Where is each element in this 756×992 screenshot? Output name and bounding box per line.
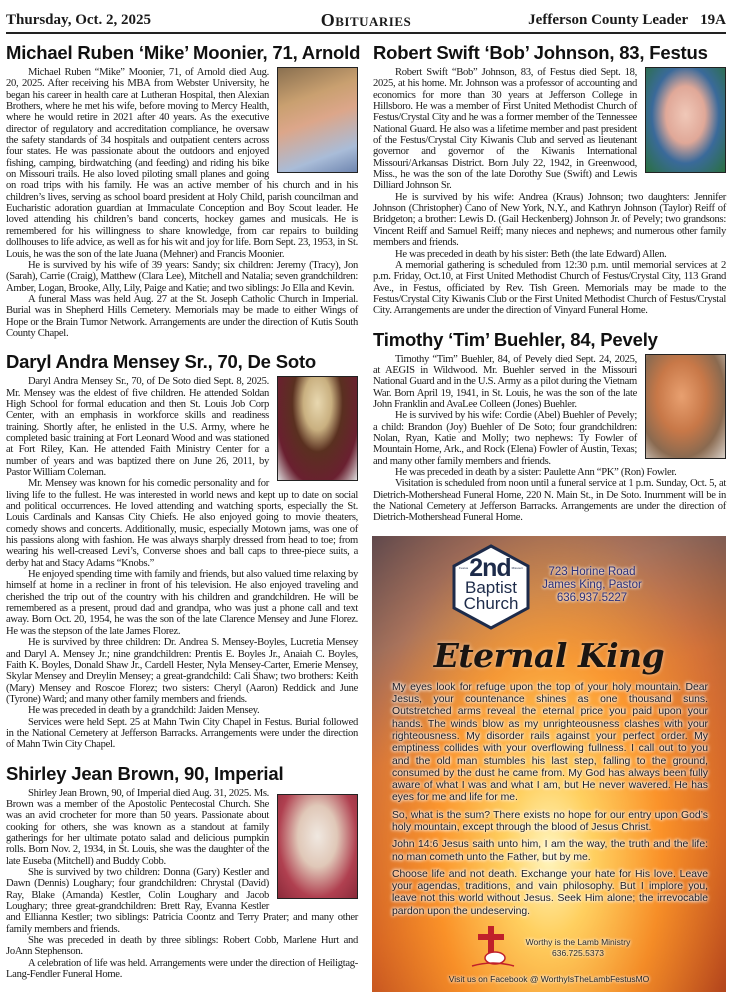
obituary-paragraph: Mr. Mensey was known for his comedic personality and for living life to the fullest. He was interested in world news and kept up to date on social and political occurrences. He loved attending and watching sports, especially the St. Louis Cardinals and Kansas City Chiefs. He also enjoyed going to movie theaters, comedy shows and concerts. Additionally, music, especially Motown jams, was one of his passions along with fashion. He was always sharply dressed from head to toe; from wearing his well-creased Levi’s, Converse shoes and ball caps to three-piece suits, a derby hat and Stacy Adams “Knobs.” xyxy=(6,478,358,569)
church-logo-text xyxy=(452,553,530,613)
section-title: Obituaries xyxy=(320,10,412,30)
obituary-paragraph: He is survived by three children: Dr. Andrea S. Mensey-Boyles, Lucretia Mensey and Daryl A. Mensey Jr.; nine grandchildren: Prentis E. Boyles Jr., Anaiah C. Boyles, Faith K. Boyles, Donald Shaw Jr., Cardell Hester, Nyla Mensey-Carter, Emerie Mensey, Skylar Mensey and Dreylin Mensey; a great-grandchild: Cali Shaw; two brothers: Keith (Mary) Mensey and Roscoe Florez; two sisters: Cheryl (Aaron) Reddick and June (Tyrone) Ward; and many other family members and friends. xyxy=(6,637,358,705)
ministry-phone: 636.725.5373 xyxy=(552,948,604,959)
ministry-text xyxy=(526,937,631,959)
obituary-paragraph: A funeral Mass was held Aug. 27 at the St. Joseph Catholic Church in Imperial. Burial was in Shepherd Hills Cemetery. Memorials may be made to either Wings of Hope or the Brain Tumor Network. Arrangements are under the direction of Kutis South County Chapel. xyxy=(6,293,358,339)
obituary-paragraph: A celebration of life was held. Arrangements were under the direction of Heiligtag-Lang-Fendler Funeral Home. xyxy=(6,957,358,981)
obituary-paragraph: Visitation is scheduled from noon until a funeral service at 1 p.m. Sunday, Oct. 5, at Dietrich-Mothershead Funeral Home, 220 N. Main St., in De Soto. Inurnment will be in the National Cemetery at Jefferson Barracks. Arrangements are under the direction of Dietrich-Mothershead Funeral Home. xyxy=(373,478,726,524)
obituary-paragraph: She was preceded in death by three siblings: Robert Cobb, Marlene Hurt and JoAnn Stephenson. xyxy=(6,935,358,958)
ad-header xyxy=(372,536,726,634)
right-column xyxy=(373,42,726,992)
cross-lamb-icon xyxy=(468,924,518,972)
ad-body xyxy=(392,682,708,918)
portrait-photo xyxy=(645,354,726,459)
issue-date: Thursday, Oct. 2, 2025 xyxy=(6,12,152,28)
logo-festus: Festus xyxy=(459,565,469,570)
obituary-paragraph: He enjoyed spending time with family and friends, but also valued time relaxing by himself at home in a recliner in front of his television. He also enjoyed traveling and cherished the trip out of the country with his children and grandchildren. He will be remembered as a present, proud dad and grandpa, who was just a phone call and text away. Born Oct. 20, 1954, he was the son of the late Clarence Mensey and June Florez. He was the stepson of the late James Florez. xyxy=(6,569,358,637)
page-header xyxy=(6,10,726,34)
obituary-paragraph: He is survived by his wife of 39 years: Sandy; six children: Jeremy (Tracy), Jon (Sarah), Carrie (Craig), Matthew (Clara Lee), Mitchell and Natalia; seven grandchildren: Amber, Logan, Brooke, Ally, Lily, Paige and Katie; and two siblings: Jo Ella and Kevin. xyxy=(6,259,358,294)
church-phone: 636.937.5227 xyxy=(556,591,628,604)
church-pastor: James King, Pastor xyxy=(542,578,642,591)
logo-baptist: Baptist xyxy=(465,577,517,597)
facebook-link: Visit us on Facebook @ WorthyIsTheLambFestusMO xyxy=(448,974,650,985)
obituary-headline: Timothy ‘Tim’ Buehler, 84, Pevely xyxy=(373,328,658,350)
portrait-photo xyxy=(277,67,358,173)
obituary-moonier xyxy=(6,42,361,339)
ad-paragraph: Choose life and not death. Exchange your hate for His love. Leave your agendas, traditions, and vain philosophy. But I implore you, leave not this world without Jesus. Seek Him alone; the irrevocable pardon upon the undeserving. xyxy=(392,868,708,917)
obituary-paragraph: Daryl Andra Mensey Sr., 70, of De Soto died Sept. 8, 2025. Mr. Mensey was the eldest of five children. He attended Soldan High School for formal education and then St. Louis Job Corp Center, with an emphasis in workforce skills and readiness training. Shortly after, he enlisted in the U.S. Army, where he completed basic training at Fort Leonard Wood and was stationed at Fort Riley, Kan. He attended Faith Ministry Center for a number of years and was baptized there on June 26, 2011, by Pastor William Coleman. xyxy=(6,376,269,478)
obituary-paragraph: He is survived by his wife: Cordie (Abel) Buehler of Pevely; a child: Brandon (Joy) Buehler of De Soto; four grandchildren: Nolan, Ryan, Katie and Molly; two nephews: Ty Fowler of Mountain Home, Ark., and Rock (Elena) Fowler of Austin, Texas; and many other family members and friends. xyxy=(373,410,637,467)
obituary-paragraph: He is survived by his wife: Andrea (Kraus) Johnson; two daughters: Jennifer Johnson (Christopher) Cano of New York, N.Y., and Kathryn Johnson (Taylor) Reiff of Bridgeton; a brother: Lewis D. (Gail Heckenberg) Johnson Jr. of Pevely; two grandsons: Vincent Reiff and Samuel Reiff; many nieces and nephews; and numerous other family members and friends. xyxy=(373,191,726,249)
obituary-headline: Michael Ruben ‘Mike’ Moonier, 71, Arnold xyxy=(6,42,361,63)
obituary-johnson xyxy=(373,42,726,317)
logo-top-row xyxy=(452,553,530,582)
obituary-paragraph: He was preceded in death by a grandchild: Jaiden Mensey. xyxy=(28,705,260,717)
left-column xyxy=(6,42,361,992)
portrait-photo xyxy=(645,67,726,173)
page-number: 19A xyxy=(700,12,726,28)
obituary-brown xyxy=(6,763,358,981)
obituary-buehler xyxy=(373,329,726,524)
obituary-headline: Shirley Jean Brown, 90, Imperial xyxy=(6,762,284,784)
ad-paragraph: My eyes look for refuge upon the top of your holy mountain. Dear Jesus, your countenance shines as one thousand suns. Outstretched arms reveal the eternal price you paid upon your hands. The winds blow as my unrighteousness clashes with your righteousness. My disorder rails against your perfect order. My emptiness collides with your overflowing fullness. I call out to you and the old man stumbles his last step, falling to the ground, consumed by the dust he came from. My God has always been fully aware of what I was and what I am, but He never wavered. He has eyes for me and life for me. xyxy=(392,681,708,804)
obituary-paragraph: A memorial gathering is scheduled from 12:30 p.m. until memorial services at 2 p.m. Friday, Oct.10, at First United Methodist Church of Festus/Crystal City, 113 Grand Ave., in Festus, officiated by Rev. Tish Green. Memorials may be made to the Festus/Crystal City Kiwanis Club or the First United Methodist Church of Festus/Crystal City. Arrangements are under the direction of Vinyard Funeral Home. xyxy=(373,259,726,317)
obituary-paragraph: Robert Swift “Bob” Johnson, 83, of Festus died Sept. 18, 2025, at his home. Mr. Johnson was a professor of accounting and economics for more than 30 years at Jefferson College in Hillsboro. He was a member of First United Methodist Church of Festus/Crystal City and he was a former member of the Tennessee National Guard. He also was a lifetime member and past president of the Festus/Crystal City Kiwanis Club and served as lieutenant governor and governor of the Kiwanis International Missouri/Arkansas District. Born July 22, 1942, in Greenwood, Miss., he was the son of the late Dorothy Sue (Swift) and Lewis Dilliard Johnson Sr. xyxy=(373,67,637,192)
ad-paragraph: So, what is the sum? There exists no hope for our entry upon God’s holy mountain, except through the blood of Jesus Christ. xyxy=(392,809,708,833)
ad-headline: Eternal King xyxy=(433,635,665,675)
obituary-paragraph: Timothy “Tim” Buehler, 84, of Pevely died Sept. 24, 2025, at AEGIS in Wildwood. Mr. Buehler served in the Missouri National Guard and in the U.S. Army as a pilot during the Vietnam War. Born April 19, 1941, in St. Louis, he was the son of the late John Franklin and AvaLee Colleen (Jones) Buehler. xyxy=(373,353,637,410)
obituary-paragraph: He was preceded in death by a sister: Paulette Ann “PK” (Ron) Fowler. xyxy=(395,467,677,478)
church-advertisement xyxy=(372,536,726,992)
obituary-headline: Daryl Andra Mensey Sr., 70, De Soto xyxy=(6,351,317,373)
obituary-paragraph: Services were held Sept. 25 at Mahn Twin City Chapel in Festus. Burial followed in the National Cemetery at Jefferson Barracks. Arrangements were under the direction of Mahn Twin City Chapel. xyxy=(6,716,358,751)
church-address: 723 Horine Road xyxy=(548,565,636,578)
portrait-photo xyxy=(277,794,358,899)
obituary-paragraph: He was preceded in death by his sister: Beth (the late Edward) Allen. xyxy=(395,248,667,260)
obituary-headline: Robert Swift ‘Bob’ Johnson, 83, Festus xyxy=(373,42,708,63)
ministry-info xyxy=(372,924,726,972)
ministry-name: Worthy is the Lamb Ministry xyxy=(525,937,631,948)
obituary-paragraph: Shirley Jean Brown, 90, of Imperial died Aug. 31, 2025. Ms. Brown was a member of the Apostolic Pentecostal Church. She was an avid crocheter for more than 50 years. Passionate about cooking for others, she was known as a standout at family gatherings for her ultimate potato salad and delicious pumpkin rolls. Born Nov. 2, 1934, in St. Louis, she was the daughter of the late Euseba (Mitchell) and Buddy Cobb. xyxy=(6,787,269,867)
logo-missouri: Missouri xyxy=(511,565,523,570)
obituary-paragraph: She is survived by two children: Donna (Gary) Kestler and Dawn (Dennis) Loughary; four grandchildren: Chrystal (David) Ray, Blake (Amanda) Kestler, Colin Loughary and Jacob Loughary; three great-grandchildren: Brett Ray, Evanna Kestler and Ellianna Kestler; two siblings: Patricia Coontz and Terry Prater; and many other family members and friends. xyxy=(6,867,358,935)
obituary-mensey xyxy=(6,351,358,750)
logo-church: Church xyxy=(463,593,519,613)
ad-paragraph: John 14:6 Jesus saith unto him, I am the way, the truth and the life: no man cometh unto the Father, but by me. xyxy=(392,839,708,863)
paper-title: Jefferson County Leader xyxy=(528,12,689,28)
portrait-photo xyxy=(277,376,358,481)
obituary-paragraph: Michael Ruben “Mike” Moonier, 71, of Arnold died Aug. 20, 2025. After receiving his MBA from Webster University, he began his career in health care at Lutheran Hospital, then Alexian Brothers, where he met his wife, before moving to Mercy Health, where he would retire in 2021 after 40 years. As the executive director of regulatory and accreditation compliance, he oversaw the safety standards of 34 hospitals and outpatient centers across four states. He was passionate about the outdoors and enjoyed fishing, camping, birdwatching (and feeding) and riding his bike on Missouri trails. He also loved piloting small planes and going on road trips with his family. He was an active member of his church and in his children’s lives, serving as school board president at Holy Child, parish councilman and Eucharistic adoration guardian at Immaculate Conception and Boy Scout leader. He loved attending his children’s band concerts, hockey games and musicals. He is remembered for his willingness to share knowledge, from car repairs to building dollhouses to life advice, as well as for his wit and joy for life. Born Sept. 23, 1953, in St. Louis, he was the son of the late Juana (Mehner) and Francis Moonier. xyxy=(6,67,358,260)
paper-name xyxy=(516,12,726,29)
logo-2nd: 2nd xyxy=(469,553,511,582)
church-contact xyxy=(537,566,647,605)
